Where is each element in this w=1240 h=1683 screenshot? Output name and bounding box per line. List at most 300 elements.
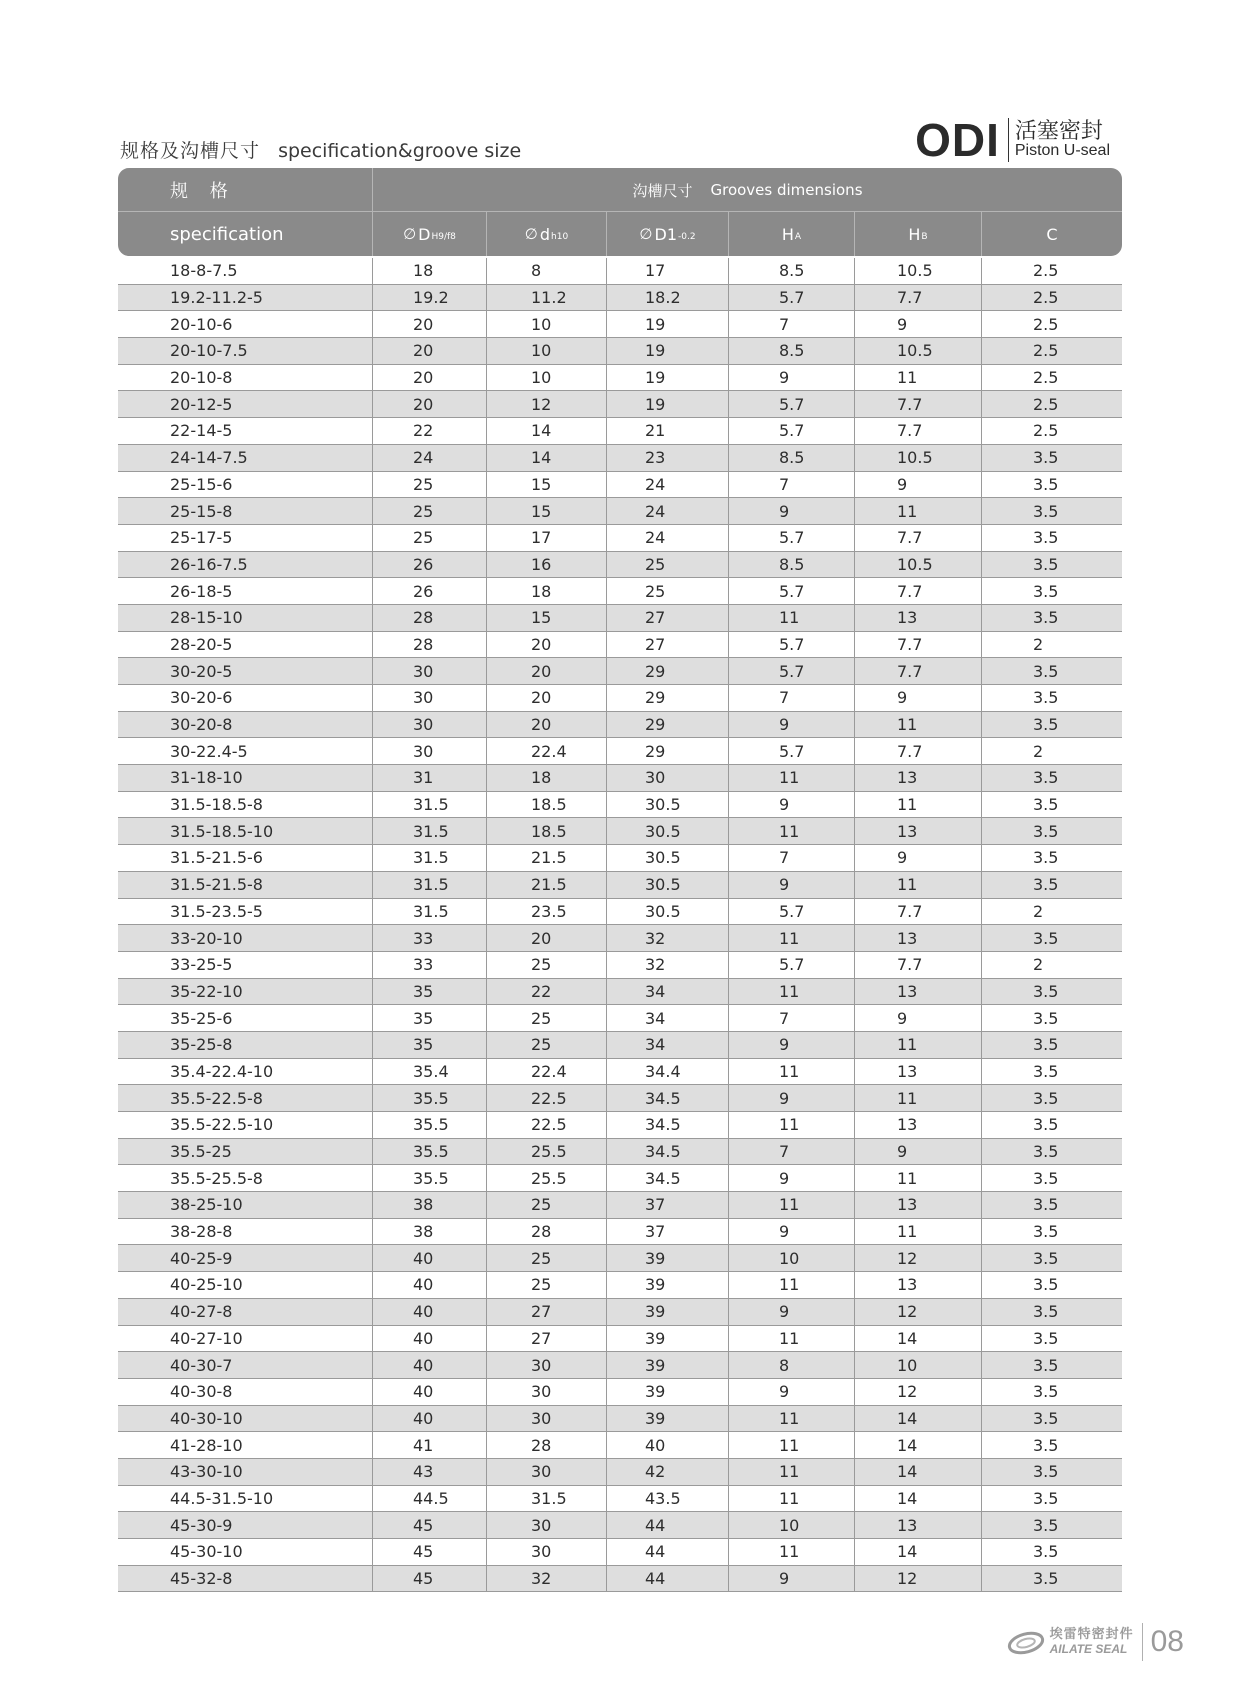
col-header-HB: H B	[854, 212, 981, 256]
cell-spec: 35-25-8	[170, 1035, 233, 1055]
cell-d: 20	[486, 925, 606, 951]
cell-D: 31.5	[372, 899, 486, 925]
cell-C: 3.5	[981, 979, 1122, 1005]
cell-HA: 11	[728, 979, 854, 1005]
cell-C: 3.5	[981, 1539, 1122, 1565]
cell-D1: 44	[606, 1566, 728, 1592]
cell-HA: 5.7	[728, 632, 854, 658]
cell-HB: 12	[854, 1566, 981, 1592]
table-row	[118, 872, 1122, 899]
cell-C: 3.5	[981, 792, 1122, 818]
cell-D: 31.5	[372, 845, 486, 871]
cell-spec: 35.5-22.5-10	[170, 1115, 274, 1135]
cell-HB: 10.5	[854, 445, 981, 471]
col-header-d: ∅ d h10	[486, 212, 606, 256]
cell-HA: 8.5	[728, 552, 854, 578]
cell-d: 12	[486, 391, 606, 417]
cell-HA: 11	[728, 1486, 854, 1512]
cell-spec: 40-30-7	[170, 1355, 233, 1375]
cell-HA: 9	[728, 1085, 854, 1111]
cell-d: 21.5	[486, 845, 606, 871]
cell-HA: 5.7	[728, 738, 854, 764]
cell-HA: 9	[728, 365, 854, 391]
table-row	[118, 1272, 1122, 1299]
cell-HA: 10	[728, 1245, 854, 1271]
cell-D1: 29	[606, 685, 728, 711]
cell-D1: 39	[606, 1379, 728, 1405]
cell-HA: 8.5	[728, 338, 854, 364]
table-row	[118, 1219, 1122, 1246]
col-header-HA: H A	[728, 212, 854, 256]
cell-C: 3.5	[981, 1406, 1122, 1432]
table-row	[118, 1486, 1122, 1513]
cell-HB: 13	[854, 1059, 981, 1085]
cell-d: 18.5	[486, 792, 606, 818]
cell-D1: 37	[606, 1192, 728, 1218]
section-title	[120, 136, 521, 163]
cell-HA: 5.7	[728, 578, 854, 604]
cell-HB: 9	[854, 685, 981, 711]
cell-C: 3.5	[981, 1139, 1122, 1165]
cell-D1: 18.2	[606, 285, 728, 311]
cell-D1: 34	[606, 1032, 728, 1058]
cell-D: 30	[372, 712, 486, 738]
table-row	[118, 1299, 1122, 1326]
table-row	[118, 765, 1122, 792]
cell-HB: 14	[854, 1539, 981, 1565]
cell-D: 40	[372, 1406, 486, 1432]
cell-HB: 12	[854, 1245, 981, 1271]
cell-D1: 34.5	[606, 1085, 728, 1111]
cell-C: 2.5	[981, 311, 1122, 337]
cell-spec: 40-25-10	[170, 1275, 243, 1295]
cell-d: 17	[486, 525, 606, 551]
table-row	[118, 1245, 1122, 1272]
cell-spec: 44.5-31.5-10	[170, 1488, 274, 1508]
table-row	[118, 525, 1122, 552]
cell-spec: 38-25-10	[170, 1195, 243, 1215]
table-row	[118, 1352, 1122, 1379]
cell-HB: 13	[854, 1512, 981, 1538]
spec-table	[118, 168, 1122, 1592]
spec-header-en: specification	[170, 223, 284, 245]
cell-D1: 32	[606, 952, 728, 978]
cell-D1: 34.4	[606, 1059, 728, 1085]
cell-HA: 9	[728, 1165, 854, 1191]
cell-C: 3.5	[981, 1379, 1122, 1405]
cell-C: 3.5	[981, 1085, 1122, 1111]
section-title-en: specification&groove size	[278, 140, 522, 162]
cell-d: 20	[486, 632, 606, 658]
cell-C: 3.5	[981, 925, 1122, 951]
cell-spec: 40-27-10	[170, 1328, 243, 1348]
table-row	[118, 578, 1122, 605]
product-name	[1015, 120, 1110, 160]
cell-d: 14	[486, 445, 606, 471]
cell-HB: 11	[854, 365, 981, 391]
cell-C: 3.5	[981, 1486, 1122, 1512]
table-body	[118, 258, 1122, 1592]
table-row	[118, 498, 1122, 525]
cell-D: 20	[372, 365, 486, 391]
cell-D: 18	[372, 258, 486, 284]
table-row	[118, 1192, 1122, 1219]
cell-C: 3.5	[981, 1272, 1122, 1298]
cell-spec: 33-20-10	[170, 928, 243, 948]
cell-C: 3.5	[981, 578, 1122, 604]
cell-D1: 29	[606, 658, 728, 684]
cell-D1: 27	[606, 632, 728, 658]
cell-HB: 13	[854, 1272, 981, 1298]
product-code: ODI	[915, 114, 1000, 166]
cell-spec: 45-32-8	[170, 1569, 233, 1589]
cell-C: 3.5	[981, 472, 1122, 498]
cell-D1: 24	[606, 525, 728, 551]
cell-d: 25	[486, 1032, 606, 1058]
cell-C: 3.5	[981, 1112, 1122, 1138]
cell-HB: 11	[854, 1165, 981, 1191]
table-row	[118, 738, 1122, 765]
cell-HB: 7.7	[854, 632, 981, 658]
table-header-row-2	[118, 212, 1122, 256]
cell-spec: 35-25-6	[170, 1008, 233, 1028]
table-row	[118, 792, 1122, 819]
cell-D1: 30	[606, 765, 728, 791]
cell-D1: 30.5	[606, 899, 728, 925]
cell-d: 27	[486, 1326, 606, 1352]
cell-d: 25	[486, 1245, 606, 1271]
cell-D: 40	[372, 1379, 486, 1405]
cell-D: 25	[372, 525, 486, 551]
cell-HA: 11	[728, 1539, 854, 1565]
cell-spec: 31.5-23.5-5	[170, 901, 263, 921]
cell-HA: 9	[728, 1032, 854, 1058]
cell-spec: 26-18-5	[170, 581, 233, 601]
table-row	[118, 1032, 1122, 1059]
cell-HB: 11	[854, 1219, 981, 1245]
col-header-D1: ∅ D1 -0.2	[606, 212, 728, 256]
cell-d: 28	[486, 1432, 606, 1458]
cell-HA: 10	[728, 1512, 854, 1538]
cell-D1: 39	[606, 1272, 728, 1298]
cell-D: 40	[372, 1272, 486, 1298]
table-row	[118, 979, 1122, 1006]
cell-HB: 9	[854, 1139, 981, 1165]
cell-HB: 7.7	[854, 952, 981, 978]
cell-d: 25.5	[486, 1165, 606, 1191]
cell-HA: 11	[728, 1326, 854, 1352]
table-row	[118, 845, 1122, 872]
group-header	[372, 168, 1122, 212]
table-row	[118, 818, 1122, 845]
cell-C: 3.5	[981, 605, 1122, 631]
cell-d: 22.5	[486, 1112, 606, 1138]
table-row	[118, 712, 1122, 739]
product-label	[915, 114, 1110, 166]
cell-d: 30	[486, 1406, 606, 1432]
cell-D1: 37	[606, 1219, 728, 1245]
cell-HA: 5.7	[728, 391, 854, 417]
cell-HA: 5.7	[728, 658, 854, 684]
cell-HB: 7.7	[854, 658, 981, 684]
cell-d: 15	[486, 498, 606, 524]
cell-D1: 30.5	[606, 792, 728, 818]
cell-HB: 7.7	[854, 899, 981, 925]
cell-C: 2.5	[981, 365, 1122, 391]
cell-HB: 11	[854, 498, 981, 524]
cell-C: 2.5	[981, 338, 1122, 364]
cell-D: 31.5	[372, 792, 486, 818]
cell-C: 3.5	[981, 685, 1122, 711]
cell-D1: 39	[606, 1299, 728, 1325]
cell-D: 31	[372, 765, 486, 791]
table-row	[118, 365, 1122, 392]
cell-HA: 5.7	[728, 418, 854, 444]
table-row	[118, 1512, 1122, 1539]
cell-C: 2	[981, 738, 1122, 764]
col-header-D: ∅ D H9/f8	[372, 212, 486, 256]
cell-d: 30	[486, 1352, 606, 1378]
cell-HB: 14	[854, 1486, 981, 1512]
cell-spec: 25-15-8	[170, 501, 233, 521]
cell-d: 25	[486, 1005, 606, 1031]
cell-D: 30	[372, 685, 486, 711]
cell-D: 26	[372, 552, 486, 578]
table-row	[118, 1005, 1122, 1032]
cell-D: 35	[372, 1032, 486, 1058]
cell-HB: 13	[854, 1192, 981, 1218]
cell-D1: 17	[606, 258, 728, 284]
cell-HA: 7	[728, 1139, 854, 1165]
cell-HA: 11	[728, 1459, 854, 1485]
cell-d: 10	[486, 311, 606, 337]
cell-d: 31.5	[486, 1486, 606, 1512]
table-row	[118, 338, 1122, 365]
cell-C: 3.5	[981, 1059, 1122, 1085]
cell-D1: 24	[606, 498, 728, 524]
table-row	[118, 311, 1122, 338]
cell-d: 25	[486, 952, 606, 978]
cell-D: 35.5	[372, 1165, 486, 1191]
cell-spec: 43-30-10	[170, 1462, 243, 1482]
cell-spec: 31.5-21.5-6	[170, 848, 263, 868]
cell-D: 25	[372, 498, 486, 524]
cell-C: 3.5	[981, 552, 1122, 578]
cell-spec: 28-20-5	[170, 634, 233, 654]
cell-D: 30	[372, 658, 486, 684]
cell-HB: 11	[854, 792, 981, 818]
cell-D: 24	[372, 445, 486, 471]
cell-D1: 42	[606, 1459, 728, 1485]
cell-HB: 11	[854, 872, 981, 898]
cell-spec: 40-30-8	[170, 1382, 233, 1402]
cell-C: 3.5	[981, 498, 1122, 524]
table-row	[118, 658, 1122, 685]
cell-spec: 40-27-8	[170, 1302, 233, 1322]
table-row	[118, 925, 1122, 952]
cell-d: 18.5	[486, 818, 606, 844]
cell-HA: 9	[728, 1299, 854, 1325]
cell-d: 21.5	[486, 872, 606, 898]
cell-spec: 40-30-10	[170, 1408, 243, 1428]
cell-spec: 18-8-7.5	[170, 261, 238, 281]
cell-HB: 7.7	[854, 391, 981, 417]
cell-D: 40	[372, 1299, 486, 1325]
table-row	[118, 1459, 1122, 1486]
cell-D: 20	[372, 311, 486, 337]
cell-spec: 31-18-10	[170, 768, 243, 788]
cell-D1: 30.5	[606, 872, 728, 898]
cell-C: 3.5	[981, 1459, 1122, 1485]
table-header-row-1	[118, 168, 1122, 212]
cell-spec: 45-30-10	[170, 1542, 243, 1562]
cell-HA: 7	[728, 472, 854, 498]
cell-C: 3.5	[981, 1566, 1122, 1592]
cell-C: 3.5	[981, 818, 1122, 844]
cell-HB: 7.7	[854, 578, 981, 604]
cell-d: 15	[486, 472, 606, 498]
cell-D1: 34.5	[606, 1165, 728, 1191]
cell-d: 30	[486, 1379, 606, 1405]
cell-D1: 39	[606, 1406, 728, 1432]
cell-D: 38	[372, 1192, 486, 1218]
cell-D1: 25	[606, 552, 728, 578]
cell-spec: 26-16-7.5	[170, 554, 248, 574]
cell-HB: 9	[854, 311, 981, 337]
cell-spec: 31.5-18.5-8	[170, 795, 263, 815]
cell-D1: 19	[606, 365, 728, 391]
cell-D1: 34	[606, 979, 728, 1005]
cell-d: 28	[486, 1219, 606, 1245]
cell-spec: 28-15-10	[170, 608, 243, 628]
cell-D: 25	[372, 472, 486, 498]
cell-d: 8	[486, 258, 606, 284]
cell-D: 35.5	[372, 1139, 486, 1165]
cell-C: 3.5	[981, 1032, 1122, 1058]
cell-D1: 44	[606, 1512, 728, 1538]
cell-C: 3.5	[981, 1326, 1122, 1352]
cell-D: 31.5	[372, 872, 486, 898]
cell-spec: 33-25-5	[170, 955, 233, 975]
cell-D1: 43.5	[606, 1486, 728, 1512]
footer	[1006, 1623, 1184, 1661]
cell-HA: 11	[728, 1112, 854, 1138]
cell-D: 40	[372, 1326, 486, 1352]
cell-spec: 35.5-25.5-8	[170, 1168, 263, 1188]
cell-spec: 22-14-5	[170, 421, 233, 441]
cell-HB: 13	[854, 765, 981, 791]
cell-spec: 20-10-6	[170, 314, 233, 334]
cell-D: 41	[372, 1432, 486, 1458]
cell-D: 35	[372, 1005, 486, 1031]
table-row	[118, 445, 1122, 472]
cell-spec: 31.5-18.5-10	[170, 821, 274, 841]
table-row	[118, 258, 1122, 285]
cell-C: 3.5	[981, 445, 1122, 471]
diameter-icon: ∅	[639, 225, 653, 243]
cell-C: 3.5	[981, 1219, 1122, 1245]
cell-d: 16	[486, 552, 606, 578]
table-row	[118, 1432, 1122, 1459]
cell-d: 25.5	[486, 1139, 606, 1165]
company-name-en: AILATE SEAL	[1049, 1641, 1128, 1656]
cell-HA: 5.7	[728, 899, 854, 925]
cell-HB: 14	[854, 1406, 981, 1432]
cell-D: 44.5	[372, 1486, 486, 1512]
cell-d: 27	[486, 1299, 606, 1325]
cell-D: 35.5	[372, 1085, 486, 1111]
cell-D1: 30.5	[606, 818, 728, 844]
cell-D: 35	[372, 979, 486, 1005]
cell-d: 25	[486, 1272, 606, 1298]
cell-HA: 8.5	[728, 258, 854, 284]
cell-d: 23.5	[486, 899, 606, 925]
cell-D1: 19	[606, 391, 728, 417]
cell-D1: 30.5	[606, 845, 728, 871]
cell-spec: 20-10-8	[170, 368, 233, 388]
cell-C: 2.5	[981, 285, 1122, 311]
cell-d: 22.5	[486, 1085, 606, 1111]
cell-C: 3.5	[981, 658, 1122, 684]
cell-HA: 5.7	[728, 952, 854, 978]
cell-HA: 7	[728, 311, 854, 337]
cell-HA: 7	[728, 845, 854, 871]
cell-HA: 11	[728, 765, 854, 791]
cell-D1: 39	[606, 1352, 728, 1378]
cell-C: 3.5	[981, 765, 1122, 791]
cell-HB: 9	[854, 472, 981, 498]
cell-d: 10	[486, 365, 606, 391]
product-label-divider	[1008, 118, 1009, 162]
table-row	[118, 1085, 1122, 1112]
cell-C: 3.5	[981, 1352, 1122, 1378]
cell-D: 40	[372, 1245, 486, 1271]
cell-D: 20	[372, 338, 486, 364]
cell-spec: 35-22-10	[170, 981, 243, 1001]
cell-spec: 40-25-9	[170, 1248, 233, 1268]
table-row	[118, 391, 1122, 418]
cell-spec: 20-12-5	[170, 394, 233, 414]
cell-D: 35.4	[372, 1059, 486, 1085]
table-row	[118, 1139, 1122, 1166]
cell-C: 3.5	[981, 1005, 1122, 1031]
cell-d: 18	[486, 765, 606, 791]
cell-D1: 34.5	[606, 1139, 728, 1165]
cell-d: 20	[486, 685, 606, 711]
cell-d: 22.4	[486, 1059, 606, 1085]
cell-HA: 9	[728, 712, 854, 738]
cell-spec: 25-17-5	[170, 528, 233, 548]
table-header	[118, 168, 1122, 256]
cell-D1: 39	[606, 1326, 728, 1352]
cell-C: 3.5	[981, 872, 1122, 898]
cell-C: 2	[981, 632, 1122, 658]
cell-HA: 9	[728, 872, 854, 898]
group-header-en: Grooves dimensions	[710, 181, 863, 199]
cell-D1: 34	[606, 1005, 728, 1031]
cell-D: 20	[372, 391, 486, 417]
cell-spec: 30-20-6	[170, 688, 233, 708]
cell-spec: 30-22.4-5	[170, 741, 248, 761]
cell-C: 3.5	[981, 1165, 1122, 1191]
cell-D1: 29	[606, 738, 728, 764]
cell-HB: 7.7	[854, 525, 981, 551]
cell-HA: 11	[728, 925, 854, 951]
cell-HA: 11	[728, 1059, 854, 1085]
cell-C: 2.5	[981, 258, 1122, 284]
table-row	[118, 1566, 1122, 1593]
cell-HB: 9	[854, 1005, 981, 1031]
